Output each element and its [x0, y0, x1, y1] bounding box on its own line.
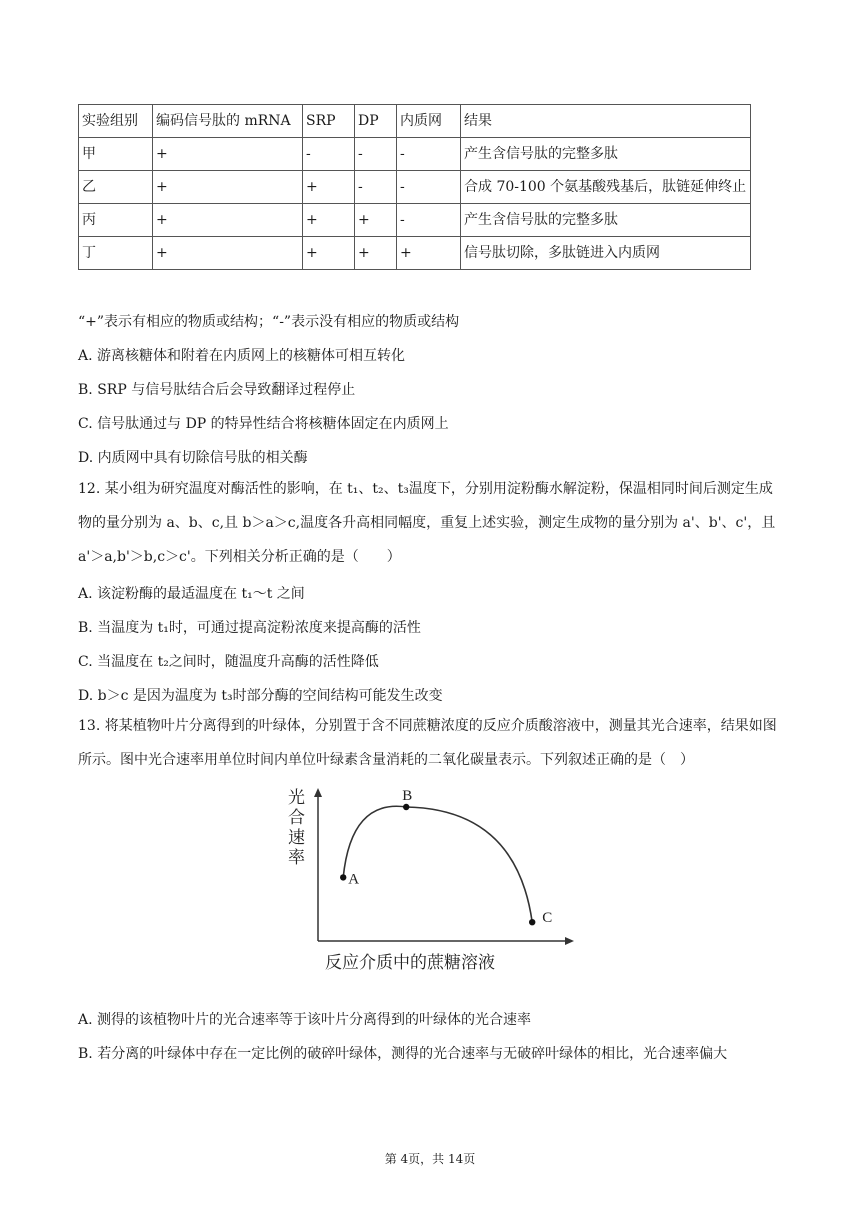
y-axis-label: 光合速率 — [288, 788, 305, 867]
q13-option-a: A. 测得的该植物叶片的光合速率等于该叶片分离得到的叶绿体的光合速率 — [78, 1012, 532, 1028]
table-row — [79, 171, 751, 204]
table-row — [79, 237, 751, 270]
point-c-label: C — [542, 910, 553, 927]
table-cell: + — [397, 237, 461, 270]
q11-option-b: B. SRP 与信号肽结合后会导致翻译过程停止 — [78, 382, 356, 398]
table-header-cell: 内质网 — [397, 105, 461, 138]
point-b — [403, 804, 409, 810]
table-cell: + — [153, 237, 303, 270]
q11-option-a: A. 游离核糖体和附着在内质网上的核糖体可相互转化 — [78, 348, 406, 364]
table-cell: + — [153, 204, 303, 237]
page-footer: 第 4页，共 14页 — [384, 1152, 476, 1166]
table-cell: + — [355, 204, 397, 237]
table-cell: - — [397, 204, 461, 237]
table-cell: - — [355, 138, 397, 171]
table-cell: + — [153, 171, 303, 204]
q12-option-a: A. 该淀粉酶的最适温度在 t₁～t 之间 — [78, 586, 305, 602]
q12-option-d: D. b＞c 是因为温度为 t₃时部分酶的空间结构可能发生改变 — [78, 688, 443, 704]
y-axis-arrow-icon — [314, 788, 322, 797]
table-cell: 合成 70-100 个氨基酸残基后，肽链延伸终止 — [461, 171, 751, 204]
table-cell: 丙 — [79, 204, 153, 237]
table-header-cell: 实验组别 — [79, 105, 153, 138]
table-cell: 甲 — [79, 138, 153, 171]
table-header-cell: DP — [355, 105, 397, 138]
q11-option-c: C. 信号肽通过与 DP 的特异性结合将核糖体固定在内质网上 — [78, 416, 449, 432]
table-cell: + — [303, 171, 355, 204]
table-cell: 乙 — [79, 171, 153, 204]
table-cell: 信号肽切除，多肽链进入内质网 — [461, 237, 751, 270]
table-cell: + — [153, 138, 303, 171]
q13-stem: 13. 将某植物叶片分离得到的叶绿体，分别置于含不同蔗糖浓度的反应介质酸溶液中，测量其光合速率，结果如图所示。图中光合速率用单位时间内单位叶绿素含量消耗的二氧化碳量表示。下列叙述正确的是（ ） — [78, 718, 777, 768]
q11-option-d: D. 内质网中具有切除信号肽的相关酶 — [78, 450, 308, 466]
table-cell: + — [303, 204, 355, 237]
table-cell: - — [303, 138, 355, 171]
point-a-label: A — [348, 871, 360, 888]
rate-curve — [343, 806, 532, 922]
table-cell: - — [397, 138, 461, 171]
point-c — [529, 919, 535, 925]
point-b-label: B — [402, 788, 413, 804]
q13-option-b: B. 若分离的叶绿体中存在一定比例的破碎叶绿体，测得的光合速率与无破碎叶绿体的相比，光合速率偏大 — [78, 1046, 728, 1062]
table-cell: 产生含信号肽的完整多肽 — [461, 138, 751, 171]
table-header-cell: 结果 — [461, 105, 751, 138]
photosynthesis-chart — [270, 785, 580, 980]
table-header-row — [79, 105, 751, 138]
table-cell: - — [355, 171, 397, 204]
table-cell: + — [303, 237, 355, 270]
experiment-table — [78, 104, 751, 270]
table-header-cell: SRP — [303, 105, 355, 138]
q12-stem: 12. 某小组为研究温度对酶活性的影响，在 t₁、t₂、t₃温度下，分别用淀粉酶水解淀粉，保温相同时间后测定生成物的量分别为 a、b、c,且 b＞a＞c,温度各升高相同幅度，重复上述实验，测定生成物的量分别为 a'、b'、c'，且 a'＞a,b'＞b,c＞c'。下列相关分析正确的是（ ） — [78, 481, 776, 565]
table-cell: + — [355, 237, 397, 270]
table-row — [79, 138, 751, 171]
table-row — [79, 204, 751, 237]
table-cell: 丁 — [79, 237, 153, 270]
table-cell: - — [397, 171, 461, 204]
point-a — [340, 874, 346, 880]
table-note: “+”表示有相应的物质或结构；“-”表示没有相应的物质或结构 — [78, 314, 460, 330]
x-axis-arrow-icon — [565, 937, 574, 945]
table-header-cell: 编码信号肽的 mRNA — [153, 105, 303, 138]
q12-option-b: B. 当温度为 t₁时，可通过提高淀粉浓度来提高酶的活性 — [78, 620, 421, 636]
table-cell: 产生含信号肽的完整多肽 — [461, 204, 751, 237]
q12-option-c: C. 当温度在 t₂之间时，随温度升高酶的活性降低 — [78, 654, 379, 670]
x-axis-label: 反应介质中的蔗糖溶液 — [325, 953, 495, 972]
